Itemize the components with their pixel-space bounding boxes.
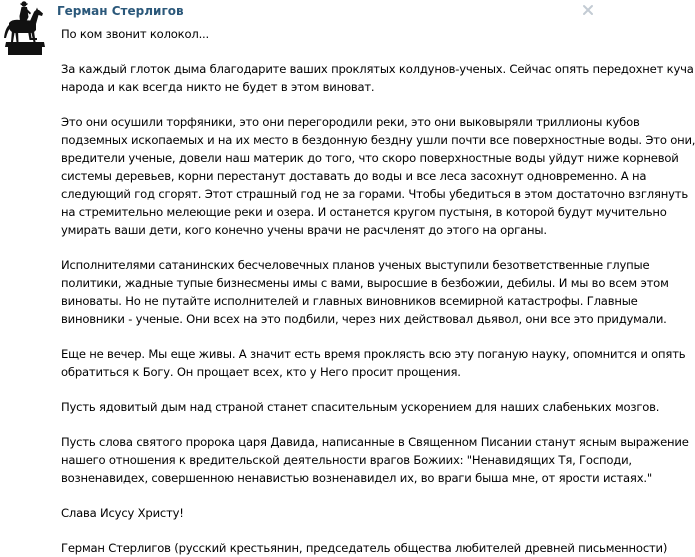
post-line: По ком звонит колокол...	[61, 27, 210, 41]
post-line: Пусть слова святого пророка царя Давида, написанные в Священном Писании станут ясным выражение	[61, 435, 689, 449]
post-line: системы деревьев, корни перестанут доставать до воды и все леса засохнут одновременно. А на	[61, 169, 647, 183]
close-button[interactable]	[581, 3, 595, 17]
post-line: вредители ученые, довели наш материк до того, что скоро поверхностные воды уйдут ниже корневой	[61, 151, 679, 165]
post-line: политики, жадные тупые бизнесмены имы с вами, выросшие в безбожии, дебилы. И мы во всем этом	[61, 276, 669, 290]
post-line: Еще не вечер. Мы еще живы. А значит есть время прокляcть всю эту поганую науку, опомнится и опять	[61, 347, 686, 361]
horseman-statue-icon	[0, 0, 50, 55]
post-line: Это они осушили торфяники, это они перегородили реки, это они выковыряли триллионы кубов	[61, 115, 640, 129]
post-line: За каждый глоток дыма благодарите ваших проклятых колдунов-ученых. Сейчас опять передохнет куча	[61, 62, 694, 76]
post-line: Слава Исусу Христу!	[61, 506, 184, 520]
post-line: нашего отношения к вредительской деятельности врагов Божиих: "Ненавидящих Тя, Господи,	[61, 453, 632, 467]
post-line: виноваты. Но не путайте исполнителей и главных виновников всемирной катастрофы. Главные	[61, 294, 638, 308]
post-body	[61, 25, 695, 557]
post-line: на стремительно мелеющие реки и озера. И останется кругом пустыня, в которой будут мучительно	[61, 205, 667, 219]
post-line: возненавидех, совершенною ненавистью возненавидел их, во враги быша мне, от ярости истаях."	[61, 471, 652, 485]
post-line: Герман Стерлигов (русский крестьянин, председатель общества любителей древней письменности)	[61, 541, 668, 555]
post-line: Пусть ядовитый дым над страной станет спасительным ускорением для наших слабеньких мозгов.	[61, 400, 660, 414]
post-line: народа и как всегда никто не будет в этом виноват.	[61, 80, 375, 94]
post-line: умирать ваши дети, кого конечно учены врачи не расчленят до этого на органы.	[61, 223, 547, 237]
author-name-link[interactable]: Герман Стерлигов	[57, 4, 184, 18]
post-line: следующий год сгорят. Этот страшный год не за горами. Чтобы убедиться в этом достаточно взглянуть	[61, 187, 688, 201]
close-icon	[581, 3, 595, 17]
post-line: Исполнителями сатанинских бесчеловечных планов ученых выступили безответственные глупые	[61, 258, 650, 272]
post-line: обратиться к Богу. Он прощает всех, кто у Него просит прощения.	[61, 365, 461, 379]
post-line: подземных ископаемых и на их место в бездонную бездну ушли почти все поверхностные воды. Это они,	[61, 133, 695, 147]
post-line: виновники - ученые. Они всех на это подбили, через них действовал дьявол, они все это придумали.	[61, 312, 667, 326]
avatar[interactable]	[0, 0, 50, 55]
